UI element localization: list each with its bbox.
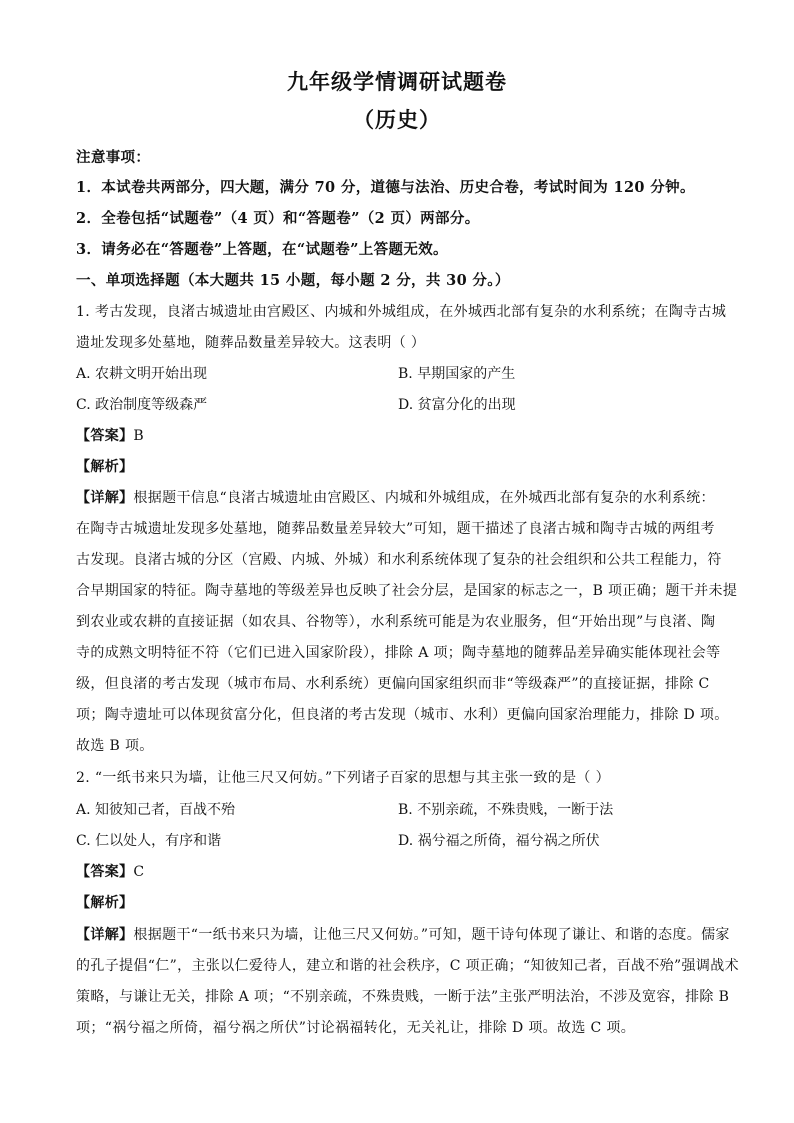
note-item: 2．全卷包括“试题卷”（4 页）和“答题卷”（2 页）两部分。 — [76, 210, 480, 227]
page-title: 九年级学情调研试题卷 — [287, 69, 507, 94]
question-stem-line: 2. “一纸书来只为墙，让他三尺又何妨。”下列诸子百家的思想与其主张一致的是（ ） — [76, 770, 610, 786]
note-item: 3．请务必在“答题卷”上答题，在“试题卷”上答题无效。 — [76, 241, 448, 258]
detail-line: 在陶寺古城遗址发现多处墓地，随葬品数量差异较大”可知，题干描述了良渚古城和陶寺古城的两组考 — [76, 521, 715, 537]
question-stem-line: 遗址发现多处墓地，随葬品数量差异较大。这表明（ ） — [76, 335, 426, 351]
option-b: B. 早期国家的产生 — [398, 366, 516, 382]
subject-title: （历史） — [353, 107, 441, 132]
analysis-line — [76, 893, 726, 913]
option-b: B. 不别亲疏，不殊贵贱，一断于法 — [398, 802, 614, 818]
detail-line: 【详解】根据题干信息“良渚古城遗址由宫殿区、内城和外城组成，在外城西北部有复杂的水利系统： — [76, 490, 715, 506]
option-d: D. 贫富分化的出现 — [398, 397, 516, 413]
answer-tag: 【答案】 — [76, 428, 134, 444]
detail-line: 项；陶寺遗址可以体现贫富分化，但良渚的考古发现（城市、水利）更偏向国家治理能力，排除 D 项。 — [76, 707, 729, 723]
option-a: A. 农耕文明开始出现 — [76, 366, 208, 382]
detail-line: 故选 B 项。 — [76, 738, 154, 754]
answer-tag: 【答案】 — [76, 864, 134, 880]
analysis-line — [76, 457, 726, 477]
detail-line: 的孔子提倡“仁”，主张以仁爱待人，建立和谐的社会秩序，C 项正确；“知彼知己者，百战不殆”强调战术 — [76, 958, 739, 974]
section-heading: 一、单项选择题（本大题共 15 小题，每小题 2 分，共 30 分。） — [76, 272, 510, 289]
analysis-tag: 【解析】 — [76, 459, 134, 475]
answer-line — [76, 426, 726, 446]
answer-value: C — [133, 864, 145, 880]
notes-heading: 注意事项： — [76, 149, 151, 166]
answer-line — [76, 862, 726, 882]
detail-tag: 【详解】 — [76, 490, 134, 506]
note-item: 1．本试卷共两部分，四大题，满分 70 分，道德与法治、历史合卷，考试时间为 120 分钟。 — [76, 179, 695, 196]
option-a: A. 知彼知己者，百战不殆 — [76, 802, 236, 818]
detail-line: 项；“祸兮福之所倚，福兮祸之所伏”讨论祸福转化，无关礼让，排除 D 项。故选 C 项。 — [76, 1020, 636, 1036]
detail-line: 【详解】根据题干“一纸书来只为墙，让他三尺又何妨。”可知，题干诗句体现了谦让、和谐的态度。儒家 — [76, 927, 730, 943]
answer-value: B — [133, 428, 145, 444]
detail-tag: 【详解】 — [76, 927, 134, 943]
question-stem-line: 1. 考古发现，良渚古城遗址由宫殿区、内城和外城组成，在外城西北部有复杂的水利系统；在陶寺古城 — [76, 304, 727, 320]
detail-line: 级，但良渚的考古发现（城市布局、水利系统）更偏向国家组织而非“等级森严”的直接证据，排除 C — [76, 676, 710, 692]
detail-line: 古发现。良渚古城的分区（宫殿、内城、外城）和水利系统体现了复杂的社会组织和公共工程能力，符 — [76, 552, 722, 568]
option-c: C. 政治制度等级森严 — [76, 397, 208, 413]
detail-line: 策略，与谦让无关，排除 A 项；“不别亲疏，不殊贵贱，一断于法”主张严明法治，不涉及宽容，排除 B — [76, 989, 730, 1005]
detail-line: 合早期国家的特征。陶寺墓地的等级差异也反映了社会分层，是国家的标志之一，B 项正确；题干并未提 — [76, 583, 738, 599]
analysis-tag: 【解析】 — [76, 895, 134, 911]
option-d: D. 祸兮福之所倚，福兮祸之所伏 — [398, 833, 600, 849]
detail-line: 寺的成熟文明特征不符（它们已进入国家阶段），排除 A 项；陶寺墓地的随葬品差异确实能体现社会等 — [76, 645, 721, 661]
option-c: C. 仁以处人，有序和谐 — [76, 833, 222, 849]
detail-line: 到农业或农耕的直接证据（如农具、谷物等），水利系统可能是为农业服务，但“开始出现”与良渚、陶 — [76, 614, 716, 630]
